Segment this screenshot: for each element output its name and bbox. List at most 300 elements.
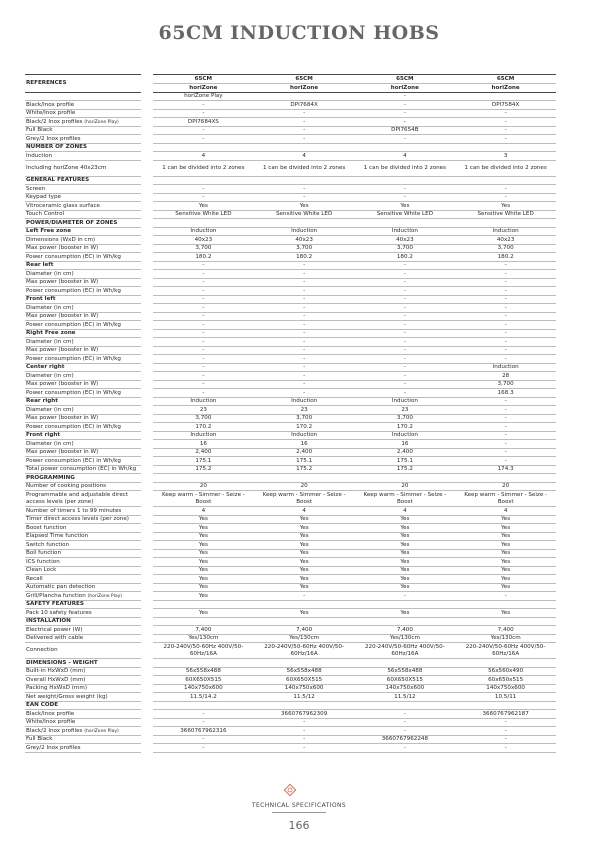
row-label-note: (horiZone Play): [84, 728, 119, 734]
row-label-text: Max power (booster in W): [26, 313, 99, 320]
table-row: [25, 236, 556, 245]
cell-value: Yes: [254, 202, 355, 211]
cell-value: Yes: [153, 566, 254, 575]
row-label: [25, 406, 141, 415]
cell-value: -: [355, 109, 456, 118]
cell-value: -: [254, 744, 355, 753]
cell-value: [254, 143, 355, 152]
row-label: [25, 287, 141, 296]
cell-value: -: [355, 135, 456, 144]
row-label-text: Number of timers 1 to 99 minutes: [26, 507, 122, 514]
row-label: [25, 372, 141, 381]
cell-value: -: [153, 718, 254, 727]
cell-value: Yes: [153, 532, 254, 541]
cell-value: Yes/130cm: [254, 634, 355, 643]
row-label-text: Diameter (in cm): [26, 304, 74, 311]
table-row: [25, 491, 556, 507]
cell-value: -: [254, 321, 355, 330]
cell-value: 11.5/12: [355, 693, 456, 702]
row-label: [25, 566, 141, 575]
cell-value: -: [153, 372, 254, 381]
cell-value: 170.2: [254, 423, 355, 432]
table-row: [25, 210, 556, 219]
cell-value: 140x750x600: [254, 684, 355, 693]
cell-value: 4: [254, 507, 355, 516]
cell-value: -: [455, 312, 556, 321]
cell-value: 7,400: [355, 626, 456, 635]
cell-value: -: [254, 135, 355, 144]
cell-value: 220-240V/50-60Hz 400V/50-60Hz/16A: [254, 643, 355, 659]
row-label-text: EAN CODE: [26, 702, 59, 709]
row-label-text: Pack 10 safety features: [26, 609, 92, 616]
row-label-text: POWER/DIAMETER OF ZONES: [26, 219, 118, 226]
cell-value: 4: [355, 152, 456, 161]
cell-value: 7,400: [254, 626, 355, 635]
row-label-text: Number of cooking positions: [26, 483, 107, 490]
column-family: horiZone: [455, 84, 556, 93]
cell-value: -: [254, 338, 355, 347]
cell-value: Induction: [153, 227, 254, 236]
row-label: [25, 667, 141, 676]
row-label: [25, 583, 141, 592]
cell-value: [355, 474, 456, 483]
row-label-text: Induction: [26, 152, 53, 159]
row-label-text: Center right: [26, 364, 65, 371]
row-label: [25, 210, 141, 219]
cell-value: Yes: [355, 202, 456, 211]
cell-value: Yes: [254, 541, 355, 550]
table-row: [25, 457, 556, 466]
row-label: [25, 312, 141, 321]
cell-value: 140x750x600: [455, 684, 556, 693]
cell-value: 3660767962248: [355, 735, 456, 744]
zone-header-row: [25, 227, 556, 236]
cell-value: 1 can be divided into 2 zones: [254, 160, 355, 176]
row-label: [25, 440, 141, 449]
cell-value: 3660767962309: [254, 710, 355, 719]
cell-value: 140x750x600: [153, 684, 254, 693]
cell-value: 3,700: [355, 244, 456, 253]
table-row: [25, 676, 556, 685]
cell-value: -: [455, 270, 556, 279]
cell-value: -: [455, 397, 556, 406]
row-label: [25, 491, 141, 507]
row-label-text: Total power consumption (EC) in Wh/kg: [26, 466, 137, 473]
cell-value: 2,400: [355, 448, 456, 457]
cell-value: Yes: [455, 609, 556, 618]
table-row: [25, 321, 556, 330]
row-label: [25, 507, 141, 516]
cell-value: -: [254, 718, 355, 727]
table-row: [25, 355, 556, 364]
zone-header-row: [25, 261, 556, 270]
cell-value: -: [455, 135, 556, 144]
cell-value: 56x558x488: [153, 667, 254, 676]
cell-value: 180.2: [455, 253, 556, 262]
footer-section-label: TECHNICAL SPECIFICATIONS: [251, 802, 347, 809]
cell-value: 3,700: [254, 414, 355, 423]
cell-value: DPI7684XS: [153, 118, 254, 127]
cell-value: 2,400: [254, 448, 355, 457]
row-label-text: Max power (booster in W): [26, 415, 99, 422]
cell-value: -: [355, 101, 456, 110]
row-label-text: Front left: [26, 296, 56, 303]
row-label: [25, 482, 141, 491]
cell-value: -: [455, 338, 556, 347]
cell-value: 23: [254, 406, 355, 415]
row-label: [25, 693, 141, 702]
cell-value: Yes: [153, 575, 254, 584]
table-row: [25, 744, 556, 753]
cell-value: 60x650x515: [455, 676, 556, 685]
cell-value: Yes: [455, 541, 556, 550]
section-title: [25, 701, 141, 710]
row-label-text: Diameter (in cm): [26, 270, 74, 277]
row-label-text: PROGRAMMING: [26, 474, 75, 481]
cell-value: -: [455, 414, 556, 423]
cell-value: Keep warm - Simmer - Seize - Boost: [254, 491, 355, 507]
cell-value: -: [254, 735, 355, 744]
cell-value: -: [455, 287, 556, 296]
cell-value: -: [153, 261, 254, 270]
cell-value: -: [153, 363, 254, 372]
cell-value: -: [254, 287, 355, 296]
row-label-text: Programmable and adjustable direct access levels (per zone): [26, 492, 129, 505]
row-label-text: Full Black: [26, 127, 53, 134]
table-row: [25, 440, 556, 449]
row-label: [25, 575, 141, 584]
table-row: [25, 160, 556, 176]
cell-value: -: [153, 312, 254, 321]
cell-value: -: [355, 92, 456, 101]
table-row: [25, 372, 556, 381]
row-label: [25, 304, 141, 313]
row-label-text: White/Inox profile: [26, 110, 76, 117]
table-row: [25, 414, 556, 423]
table-row: [25, 304, 556, 313]
table-row: [25, 667, 556, 676]
cell-value: 4: [254, 152, 355, 161]
table-row: [25, 727, 556, 736]
cell-value: -: [254, 270, 355, 279]
cell-value: -: [254, 304, 355, 313]
cell-value: 140x750x600: [355, 684, 456, 693]
row-label-text: Diameter (in cm): [26, 406, 74, 413]
row-label: [25, 118, 141, 127]
cell-value: -: [153, 321, 254, 330]
table-row: [25, 185, 556, 194]
cell-value: Induction: [254, 431, 355, 440]
row-label-text: Black/2 Inox profiles: [26, 727, 83, 734]
cell-value: Yes: [355, 524, 456, 533]
cell-value: Induction: [355, 227, 456, 236]
cell-value: -: [355, 718, 456, 727]
table-row: [25, 389, 556, 398]
cell-value: 180.2: [355, 253, 456, 262]
cell-value: -: [455, 126, 556, 135]
cell-value: Yes: [355, 575, 456, 584]
row-label-text: DIMENSIONS - WEIGHT: [26, 659, 98, 666]
cell-value: 60X650X515: [153, 676, 254, 685]
cell-value: -: [455, 295, 556, 304]
row-label: [25, 278, 141, 287]
cell-value: 7,400: [455, 626, 556, 635]
cell-value: -: [455, 118, 556, 127]
cell-value: 1 can be divided into 2 zones: [153, 160, 254, 176]
table-row: [25, 406, 556, 415]
table-row: [25, 270, 556, 279]
table-header-row: [25, 75, 556, 84]
cell-value: Yes: [254, 515, 355, 524]
cell-value: [455, 659, 556, 668]
row-label: [25, 515, 141, 524]
cell-value: [254, 219, 355, 228]
row-label-text: Left Free zone: [26, 228, 72, 235]
row-label-text: Vitroceramic glass surface: [26, 202, 100, 209]
table-row: [25, 643, 556, 659]
cell-value: -: [355, 389, 456, 398]
cell-value: -: [254, 185, 355, 194]
row-label: [25, 295, 141, 304]
cell-value: DPI7654B: [355, 126, 456, 135]
cell-value: 56x560x490: [455, 667, 556, 676]
cell-value: Yes: [355, 558, 456, 567]
table-row: [25, 684, 556, 693]
zone-header-row: [25, 295, 556, 304]
cell-value: -: [254, 363, 355, 372]
cell-value: Yes: [355, 583, 456, 592]
row-label-text: Right Free zone: [26, 330, 76, 337]
cell-value: -: [455, 278, 556, 287]
row-label-text: Built-in HxWxD (mm): [26, 668, 86, 675]
cell-value: [455, 219, 556, 228]
cell-value: 175.2: [355, 465, 456, 474]
column-family: horiZone: [153, 84, 254, 93]
row-label-text: Max power (booster in W): [26, 381, 99, 388]
cell-value: [355, 600, 456, 609]
row-label-text: Power consumption (EC) in Wh/kg: [26, 321, 121, 328]
cell-value: -: [455, 109, 556, 118]
cell-value: 175.2: [254, 465, 355, 474]
row-label-text: Electrical power (W): [26, 626, 83, 633]
cell-value: 3,700: [455, 380, 556, 389]
cell-value: [254, 600, 355, 609]
footer-divider: [272, 812, 326, 813]
cell-value: Yes: [254, 532, 355, 541]
cell-value: 3: [455, 152, 556, 161]
row-label-note: (horiZone Play): [84, 119, 119, 125]
cell-value: 3,700: [153, 244, 254, 253]
table-row: [25, 515, 556, 524]
cell-value: Yes/130cm: [355, 634, 456, 643]
cell-value: -: [254, 727, 355, 736]
cell-value: 7,400: [153, 626, 254, 635]
row-label-text: Automatic pan detection: [26, 584, 96, 591]
cell-value: Yes: [355, 541, 456, 550]
row-label: [25, 363, 141, 372]
cell-value: 220-240V/50-60Hz 400V/50-60Hz/16A: [153, 643, 254, 659]
cell-value: -: [254, 592, 355, 601]
cell-value: 20: [153, 482, 254, 491]
row-label: [25, 423, 141, 432]
table-row: [25, 507, 556, 516]
row-label-text: Net weight/Gross weight (kg): [26, 693, 108, 700]
cell-value: 40x23: [254, 236, 355, 245]
cell-value: [153, 176, 254, 185]
cell-value: Yes: [254, 524, 355, 533]
cell-value: -: [355, 710, 456, 719]
cell-value: [153, 219, 254, 228]
cell-value: 1 can be divided into 2 zones: [455, 160, 556, 176]
cell-value: -: [153, 744, 254, 753]
row-label-text: Grill/Plancha function: [26, 592, 86, 599]
row-label: [25, 389, 141, 398]
section-header-row: [25, 659, 556, 668]
row-label-text: Packing HxWxD (mm): [26, 685, 87, 692]
cell-value: [153, 659, 254, 668]
section-header-row: [25, 219, 556, 228]
row-label: [25, 744, 141, 753]
zone-header-row: [25, 363, 556, 372]
cell-value: -: [355, 744, 456, 753]
row-label-text: Grey/2 Inox profiles: [26, 135, 81, 142]
table-row: [25, 152, 556, 161]
cell-value: 3,700: [153, 414, 254, 423]
row-label: [25, 549, 141, 558]
cell-value: 60X650X515: [254, 676, 355, 685]
row-label-text: Black/Inox profile: [26, 101, 75, 108]
cell-value: [455, 617, 556, 626]
row-label-text: Rear left: [26, 262, 54, 269]
cell-value: Yes: [153, 583, 254, 592]
section-header-row: [25, 143, 556, 152]
table-row: [25, 278, 556, 287]
cell-value: -: [153, 193, 254, 202]
cell-value: Induction: [355, 397, 456, 406]
cell-value: 11.5/14.2: [153, 693, 254, 702]
row-label-text: Keypad type: [26, 194, 61, 201]
row-label-text: Power consumption (EC) in Wh/kg: [26, 355, 121, 362]
cell-value: 1 can be divided into 2 zones: [355, 160, 456, 176]
cell-value: 4: [455, 507, 556, 516]
row-label-text: Max power (booster in W): [26, 245, 99, 252]
cell-value: DPI7684X: [254, 101, 355, 110]
cell-value: -: [254, 372, 355, 381]
cell-value: 3,700: [254, 244, 355, 253]
cell-value: -: [153, 355, 254, 364]
table-row: [25, 549, 556, 558]
row-label: [25, 541, 141, 550]
cell-value: 16: [153, 440, 254, 449]
cell-value: -: [254, 346, 355, 355]
cell-value: Yes: [455, 566, 556, 575]
cell-value: Yes: [254, 583, 355, 592]
cell-value: -: [153, 287, 254, 296]
row-label-text: Diameter (in cm): [26, 338, 74, 345]
cell-value: Induction: [455, 363, 556, 372]
cell-value: -: [153, 338, 254, 347]
row-label: [25, 465, 141, 474]
cell-value: -: [355, 346, 456, 355]
table-row: [25, 583, 556, 592]
section-header-row: [25, 176, 556, 185]
column-size: 65CM: [355, 75, 456, 84]
cell-value: 10.5/11: [455, 693, 556, 702]
cell-value: 56x558x488: [355, 667, 456, 676]
cell-value: 180.2: [153, 253, 254, 262]
cell-value: -: [153, 101, 254, 110]
cell-value: -: [153, 304, 254, 313]
cell-value: 28: [455, 372, 556, 381]
row-label-text: Black/2 Inox profiles: [26, 118, 83, 125]
table-row: [25, 135, 556, 144]
table-row: [25, 693, 556, 702]
cell-value: [254, 92, 355, 101]
cell-value: -: [254, 261, 355, 270]
row-label: [25, 634, 141, 643]
row-label: [25, 126, 141, 135]
row-label-text: Recall: [26, 575, 43, 582]
row-label-text: Full Black: [26, 736, 53, 743]
row-label-text: Max power (booster in W): [26, 279, 99, 286]
cell-value: 56x558x488: [254, 667, 355, 676]
cell-value: -: [455, 718, 556, 727]
cell-value: Sensitive White LED: [455, 210, 556, 219]
row-label-text: Timer direct access levels (per zone): [26, 516, 129, 523]
row-label-text: Screen: [26, 185, 46, 192]
cell-value: Yes: [153, 558, 254, 567]
cell-value: Induction: [254, 227, 355, 236]
column-size: 65CM: [455, 75, 556, 84]
cell-value: [254, 474, 355, 483]
cell-value: -: [254, 312, 355, 321]
cell-value: Yes: [355, 609, 456, 618]
cell-value: Induction: [153, 431, 254, 440]
cell-value: [254, 176, 355, 185]
table-row: [25, 710, 556, 719]
references-header: REFERENCES: [25, 75, 141, 93]
row-label: [25, 202, 141, 211]
cell-value: [153, 474, 254, 483]
row-label: [25, 355, 141, 364]
cell-value: Yes: [455, 202, 556, 211]
table-row: [25, 202, 556, 211]
cell-value: -: [355, 363, 456, 372]
row-label: [25, 397, 141, 406]
row-label: [25, 727, 141, 736]
cell-value: -: [153, 329, 254, 338]
table-row: [25, 465, 556, 474]
cell-value: -: [355, 329, 456, 338]
cell-value: 175.1: [153, 457, 254, 466]
row-label: [25, 643, 141, 659]
cell-value: -: [455, 406, 556, 415]
section-header-row: [25, 600, 556, 609]
row-label-text: Clean Lock: [26, 567, 57, 574]
cell-value: Yes: [254, 558, 355, 567]
row-label-text: Delivered with cable: [26, 635, 84, 642]
row-label: [25, 609, 141, 618]
cell-value: -: [455, 304, 556, 313]
row-label: [25, 710, 141, 719]
cell-value: [355, 143, 456, 152]
cell-value: 3660767962316: [153, 727, 254, 736]
cell-value: 220-240V/50-60Hz 400V/50-60Hz/16A: [455, 643, 556, 659]
table-row: [25, 380, 556, 389]
row-label-note: (horiZone Play): [87, 593, 123, 599]
cell-value: -: [455, 440, 556, 449]
row-label: [25, 414, 141, 423]
